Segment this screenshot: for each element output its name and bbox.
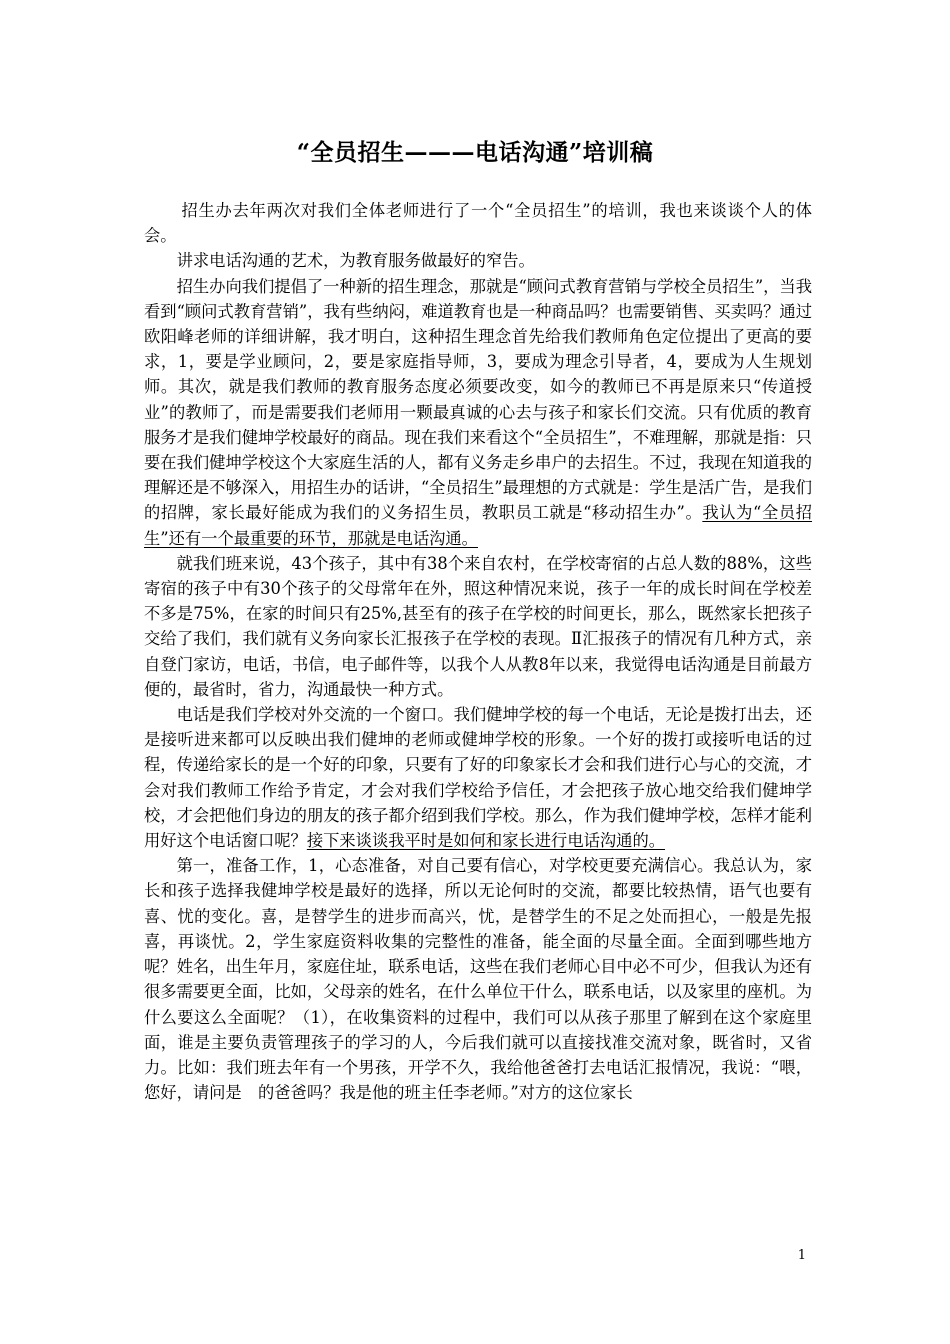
paragraph-text: 讲求电话沟通的艺术，为教育服务做最好的窄告。 [176, 251, 535, 271]
page-number: 1 [797, 1248, 806, 1263]
underlined-sentence: 我认为“全员招生”还有一个最重要的环节，那就是电话沟通。 [144, 503, 813, 548]
paragraph-text: 电话是我们学校对外交流的一个窗口。我们健坤学校的每一个电话，无论是拨打出去，还是接听进来都可以反映出我们健坤的老师或健坤学校的形象。一个好的拨打或接听电话的过程，传递给家长的是一个好的印象，只要有了好的印象家长才会和我们进行心与心的交流，才会对我们教师工作给予肯定，才会对我们学校给予信任，才会把孩子放心地交给我们健坤学校，才会把他们身边的朋友的孩子都介绍到我们学校。那么，作为我们健坤学校，怎样才能利用好这个电话窗口呢？ [144, 705, 812, 851]
paragraph-text: 就我们班来说，43个孩子，其中有38个来自农村，在学校寄宿的占总人数的88%，这些寄宿的孩子中有30个孩子的父母常年在外，照这种情况来说，孩子一年的成长时间在学校差不多是75%，在家的时间只有25%,甚至有的孩子在学校的时间更长，那么，既然家长把孩子交给了我们，我们就有义务向家长汇报孩子在学校的表现。Ⅱ汇报孩子的情况有几种方式，亲自登门家访，电话，书信，电子邮件等，以我个人从教8年以来，我觉得电话沟通是目前最方便的，最省时，省力，沟通最快一种方式。 [144, 553, 812, 699]
paragraph-phone-window [144, 702, 812, 853]
paragraph-preparation [144, 853, 812, 1105]
paragraph-class-stats [144, 551, 812, 702]
paragraph-text: 招生办去年两次对我们全体老师进行了一个“全员招生”的培训，我也来谈谈个人的体会。 [144, 201, 812, 246]
document-body [144, 198, 812, 1105]
document-title: “全员招生———电话沟通”培训稿 [296, 139, 654, 166]
paragraph-theme [144, 248, 812, 273]
paragraph-text: 招生办向我们提倡了一种新的招生理念，那就是“顾问式教育营销与学校全员招生”，当我看到“顾问式教育营销”，我有些纳闷，难道教育也是一种商品吗？也需要销售、买卖吗？通过欧阳峰老师的详细讲解，我才明白，这种招生理念首先给我们教师角色定位提出了更高的要求，1，要是学业顾问，2，要是家庭指导师，3，要成为理念引导者，4，要成为人生规划师。其次，就是我们教师的教育服务态度必须要改变，如今的教师已不再是原来只“传道授业”的教师了，而是需要我们老师用一颗最真诚的心去与孩子和家长们交流。只有优质的教育服务才是我们健坤学校最好的商品。现在我们来看这个“全员招生”，不难理解，那就是指：只要在我们健坤学校这个大家庭生活的人，都有义务走乡串户的去招生。不过，我现在知道我的理解还是不够深入，用招生办的话讲，“全员招生”最理想的方式就是：学生是活广告，是我们的招牌，家长最好能成为我们的义务招生员，教职员工就是“移动招生办”。 [144, 276, 812, 523]
paragraph-intro [144, 198, 812, 248]
paragraph-concept [144, 274, 812, 551]
underlined-sentence: 接下来谈谈我平时是如何和家长进行电话沟通的。 [306, 831, 666, 851]
paragraph-text: 第一，准备工作，1，心态准备，对自己要有信心，对学校更要充满信心。我总认为，家长和孩子选择我健坤学校是最好的选择，所以无论何时的交流，都要比较热情，语气也要有喜、忧的变化。喜，是替学生的进步而高兴，忧，是替学生的不足之处而担心，一般是先报喜，再谈忧。2，学生家庭资料收集的完整性的准备，能全面的尽量全面。全面到哪些地方呢？姓名，出生年月，家庭住址，联系电话，这些在我们老师心目中必不可少，但我认为还有很多需要更全面，比如，父母亲的姓名，在什么单位干什么，联系电话，以及家里的座机。为什么要这么全面呢？（1），在收集资料的过程中，我们可以从孩子那里了解到在这个家庭里面，谁是主要负责管理孩子的学习的人，今后我们就可以直接找准交流对象，既省时，又省力。比如：我们班去年有一个男孩，开学不久，我给他爸爸打去电话汇报情况，我说：“喂，您好，请问是 的爸爸吗？我是他的班主任李老师。”对方的这位家长 [144, 856, 812, 1103]
